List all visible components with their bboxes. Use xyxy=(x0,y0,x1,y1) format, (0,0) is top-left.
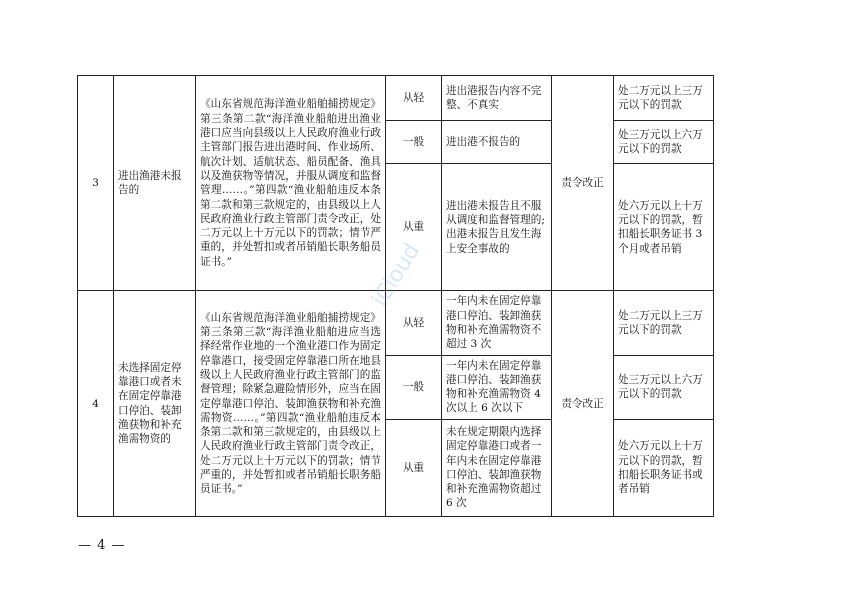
circumstance-cell: 进出港报告内容不完整、不真实 xyxy=(442,76,552,121)
level-cell: 一般 xyxy=(386,121,442,164)
penalty-cell: 处二万元以上三万元以下的罚款 xyxy=(614,76,714,121)
table-row xyxy=(78,291,714,355)
level-cell: 从重 xyxy=(386,164,442,291)
penalty-cell: 处三万元以上六万元以下的罚款 xyxy=(614,355,714,419)
level-cell: 从重 xyxy=(386,419,442,516)
row-number-cell: 4 xyxy=(78,291,114,517)
icloud-watermark: iCloud xyxy=(367,239,426,312)
level-cell: 从轻 xyxy=(386,291,442,355)
circumstance-cell: 进出港不报告的 xyxy=(442,121,552,164)
penalty-cell: 处三万元以上六万元以下的罚款 xyxy=(614,121,714,164)
circumstance-cell: 一年内未在固定停靠港口停泊、装卸渔获物和补充渔需物资不超过 3 次 xyxy=(442,291,552,355)
violation-name-cell: 未选择固定停靠港口或者未在固定停靠港口停泊、装卸渔获物和补充渔需物资的 xyxy=(114,291,196,517)
correction-cell: 责令改正 xyxy=(552,76,614,291)
circumstance-cell: 一年内未在固定停靠港口停泊、装卸渔获物和补充渔需物资 4 次以上 6 次以下 xyxy=(442,355,552,419)
table-row xyxy=(78,76,714,121)
penalty-cell: 处六万元以上十万元以下的罚款，暂扣船长职务证书 3 个月或者吊销 xyxy=(614,164,714,291)
row-number-cell: 3 xyxy=(78,76,114,291)
penalty-cell: 处二万元以上三万元以下的罚款 xyxy=(614,291,714,355)
correction-cell: 责令改正 xyxy=(552,291,614,517)
level-cell: 从轻 xyxy=(386,76,442,121)
legal-basis-cell: 《山东省规范海洋渔业船舶捕捞规定》第三条第三款“海洋渔业船舶进应当选择经常作业地的一个渔业港口作为固定停靠港口，接受固定停靠港口所在地县级以上人民政府渔业行政主管部门的监督管理；除紧急避险情形外，应当在固定停靠港口停泊、装卸渔获物和补充渔需物资……。”第四款“渔业船舶违反本条第二款和第三款规定的，由县级以上人民政府渔业行政主管部门责令改正，处二万元以上十万元以下的罚款；情节严重的，并处暂扣或者吊销船长职务船员证书。” xyxy=(196,291,386,517)
level-cell: 一般 xyxy=(386,355,442,419)
penalty-discretion-table xyxy=(77,75,714,517)
page-number: — 4 — xyxy=(78,538,126,553)
penalty-cell: 处六万元以上十万元以下的罚款，暂扣船长职务证书或者吊销 xyxy=(614,419,714,516)
legal-basis-cell: 《山东省规范海洋渔业船舶捕捞规定》第三条第二款“海洋渔业船舶进出渔业港口应当向县级以上人民政府渔业行政主管部门报告进出港时间、作业场所、航次计划、适航状态、船员配备、渔具以及渔获物等情况，并服从调度和监督管理……。”第四款“渔业船舶违反本条第二款和第三款规定的，由县级以上人民政府渔业行政主管部门责令改正，处二万元以上十万元以下的罚款；情节严重的，并处暂扣或者吊销船长职务船员证书。” xyxy=(196,76,386,291)
circumstance-cell: 进出港未报告且不服从调度和监督管理的;出港未报告且发生海上安全事故的 xyxy=(442,164,552,291)
violation-name-cell: 进出渔港未报告的 xyxy=(114,76,196,291)
circumstance-cell: 未在规定期限内选择固定停靠港口或者一年内未在固定停靠港口停泊、装卸渔获物和补充渔需物资超过 6 次 xyxy=(442,419,552,516)
